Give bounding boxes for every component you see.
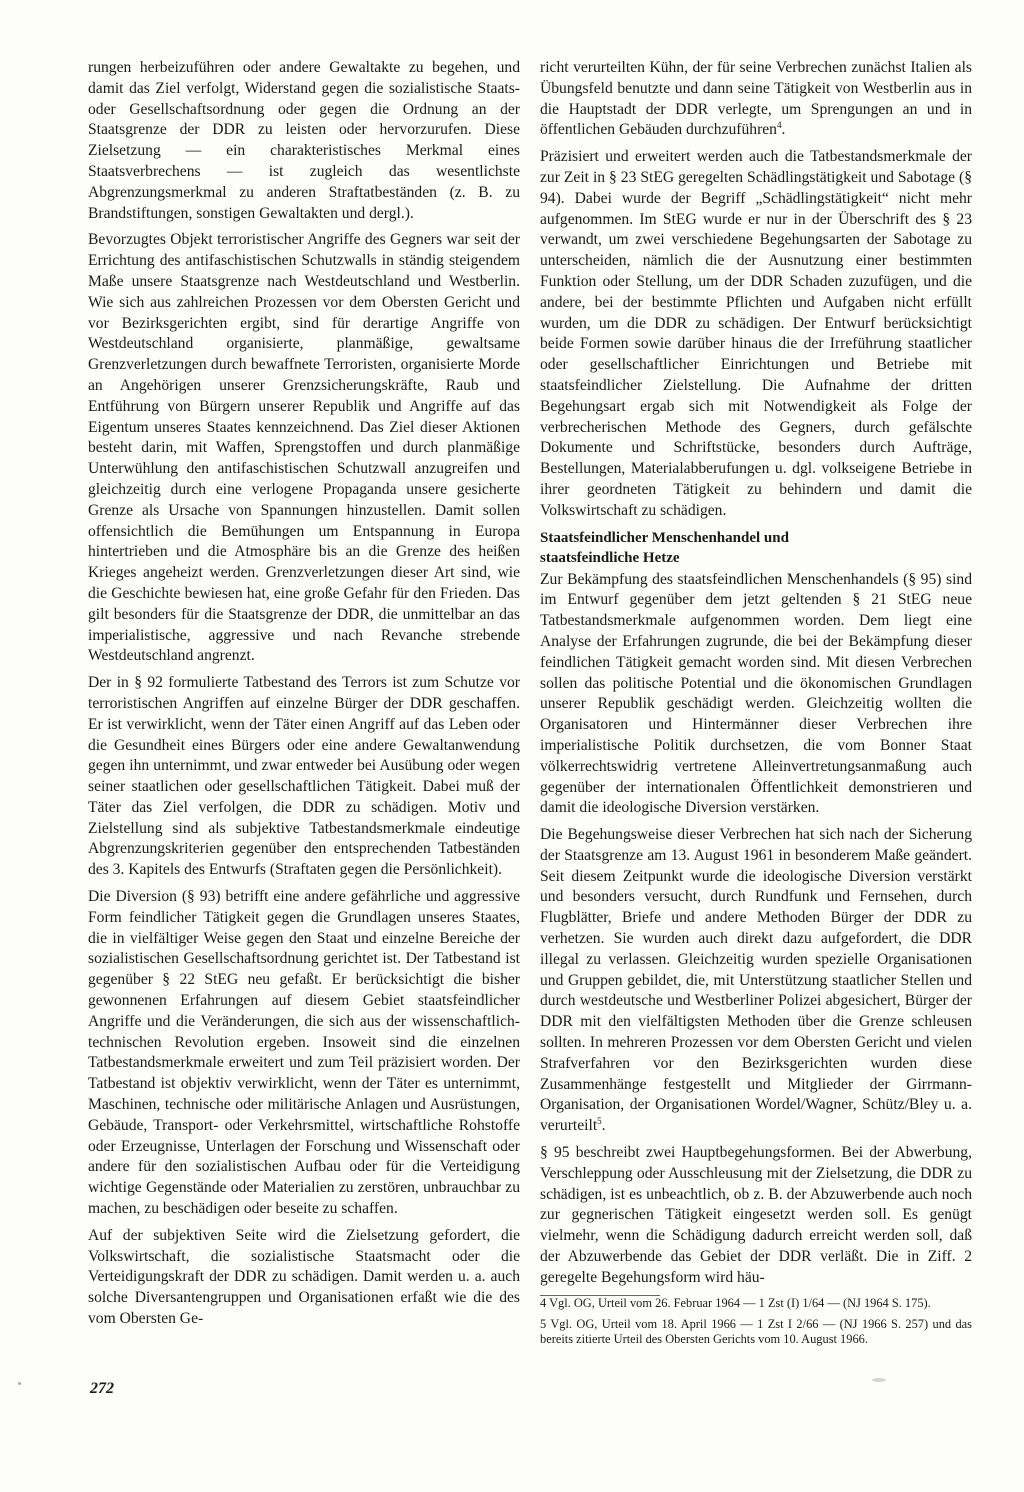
right-paragraph-1-end: . — [781, 121, 786, 139]
section-heading-line-2: staatsfeindliche Hetze — [540, 549, 680, 566]
left-column — [88, 58, 520, 1336]
left-paragraph-5: Auf der subjektiven Seite wird die Zielsetzung gefordert, die Volkswirtschaft, die sozialistische Staatsmacht oder die Verteidigungskraft der DDR zu schädigen. Damit werden u. a. auch solche Diversantengruppen und Organisationen erfaßt wie die des vom Obersten Ge- — [88, 1226, 520, 1328]
right-paragraph-4-text: Die Begehungsweise dieser Verbrechen hat sich nach der Sicherung der Staatsgrenze am 13. August 1961 in besonderem Maße geändert. Seit diesem Zeitpunkt wurde die ideologische Diversion verstärkt und besonders versucht, durch Rundfunk und Fernsehen, durch Flugblätter, Briefe und andere Methoden Bürger der DDR zu verhetzen. Sie wurden auch direkt dazu aufgefordert, die DDR illegal zu verlassen. Gleichzeitig wurden spezielle Organisationen und Gruppen gebildet, die, mit Unterstützung staatlicher Stellen und durch westdeutsche und Westberliner Polizei abgesichert, Bürger der DDR mit den vielfältigsten Methoden über die Grenze schleusen sollten. In mehreren Prozessen vor dem Obersten Gericht und vielen Strafverfahren vor den Bezirksgerichten wurden diese Zusammenhänge festgestellt und Mitglieder der Girrmann-Organisation, der Organisationen Wordel/Wagner, Schütz/Bley u. a. verurteilt — [540, 826, 972, 1135]
left-paragraph-4: Die Diversion (§ 93) betrifft eine andere gefährliche und aggressive Form feindlicher Tätigkeit gegen die Grundlagen unseres Staates, die in vielfältiger Weise gegen den Staat und einzelne Bereiche der sozialistischen Gesellschaftsordnung gerichtet ist. Der Tatbestand ist gegenüber § 22 StEG neu gefaßt. Er berücksichtigt die bisher gewonnenen Erfahrungen auf diesem Gebiet staatsfeindlicher Angriffe und die Veränderungen, die sich aus der wissenschaftlich-technischen Revolution ergeben. Insoweit sind die einzelnen Tatbestandsmerkmale erweitert und zum Teil präzisiert worden. Der Tatbestand ist objektiv verwirklicht, wenn der Täter es unternimmt, Maschinen, technische oder militärische Anlagen und Ausrüstungen, Gebäude, Transport- oder Verkehrsmittel, wirtschaftliche Rohstoffe oder Erzeugnisse, Unterlagen der Forschung und Wissenschaft oder andere für den sozialistischen Aufbau oder für die Verteidigung wichtige Gegenstände oder Materialien zu zerstören, unbrauchbar zu machen, zu beschädigen oder beseite zu schaffen. — [88, 888, 520, 1218]
page-number: 272 — [90, 1380, 114, 1397]
right-paragraph-3: Zur Bekämpfung des staatsfeindlichen Menschenhandels (§ 95) sind im Entwurf gegenüber dem jetzt geltenden § 21 StEG neue Tatbestandsmerkmale aufgenommen worden. Dem liegt eine Analyse der Erfahrungen zugrunde, die bei der Bekämpfung dieser feindlichen Tätigkeit gemacht worden sind. Mit diesen Verbrechen sollen das politische Potential und die ökonomischen Grundlagen unserer Republik geschädigt werden. Gleichzeitig wollten die Organisatoren und Hintermänner dieser Verbrechen ihre imperialistische Politik durchsetzen, die vom Bonner Staat völkerrechtswidrig vertretene Alleinvertretungsanmaßung auch gegenüber der internationalen Öffentlichkeit demonstrieren und damit die ideologische Diversion verstärken. — [540, 570, 972, 817]
right-paragraph-2: Präzisiert und erweitert werden auch die Tatbestandsmerkmale der zur Zeit in § 23 StEG geregelten Schädlingstätigkeit und Sabotage (§ 94). Dabei wurde der Begriff „Schädlingstätigkeit“ nicht mehr aufgenommen. Im StEG wurde er nur in der Überschrift des § 23 verwandt, um zwei verschiedene Begehungsarten der Sabotage zu unterscheiden, nämlich die der Ausnutzung einer bestimmten Funktion oder Stellung, um der DDR Schaden zuzufügen, und die andere, bei der bestimmte Pflichten und Aufgaben nicht erfüllt wurden, um die DDR zu schädigen. Der Entwurf berücksichtigt beide Formen sowie darüber hinaus die der Irreführung staatlicher oder gesellschaftlicher Einrichtungen und Betriebe mit staatsfeindlicher Zielstellung. Die Aufnahme der dritten Begehungsart ergab sich mit Notwendigkeit als Folge der verbrecherischen Methode des Gegners, durch gefälschte Dokumente und Schriftstücke, besonders durch Aufträge, Bestellungen, Materialabberufungen u. dgl. volkseigene Betriebe in ihrer geordneten Tätigkeit zu behindern und damit die Volkswirtschaft zu schädigen. — [540, 148, 972, 519]
footnote-ref-5: 5 — [597, 1116, 602, 1127]
right-paragraph-5: § 95 beschreibt zwei Hauptbegehungsformen. Bei der Abwerbung, Verschleppung oder Ausschleusung mit der Zielsetzung, die DDR zu schädigen, ist es unbeachtlich, ob z. B. der Abzuwerbende auch noch zur gegnerischen Tätigkeit eingesetzt werden soll. Es genügt vielmehr, wenn die Schädigung dadurch erreicht werden soll, daß der Abzuwerbende das Gebiet der DDR verläßt. Die in Ziff. 2 geregelte Begehungsform wird häu- — [540, 1144, 972, 1286]
section-heading-line-1: Staatsfeindlicher Menschenhandel und — [540, 529, 789, 546]
right-paragraph-4-end: . — [601, 1117, 606, 1135]
left-paragraph-2: Bevorzugtes Objekt terroristischer Angriffe des Gegners war seit der Errichtung des antifaschistischen Schutzwalls in ständig steigendem Maße unsere Staatsgrenze nach Westdeutschland und Westberlin. Wie sich aus zahlreichen Prozessen vor dem Obersten Gericht und vor Bezirksgerichten ergibt, sind für derartige Angriffe von Westdeutschland organisierte, planmäßige, gewaltsame Grenzverletzungen durch bewaffnete Terroristen, organisierte Morde an Angehörigen unserer Grenzsicherungskräfte, Raub und Entführung von Bürgern unserer Republik und Angriffe auf das Eigentum unseres Staates kennzeichnend. Das Ziel dieser Aktionen besteht darin, mit Waffen, Sprengstoffen und durch planmäßige Unterwühlung den antifaschistischen Schutzwall anzugreifen und gleichzeitig durch eine verlogene Propaganda unsere gesicherte Grenze als Ursache von Spannungen hinzustellen. Damit sollen offensichtlich die Bemühungen um Entspannung in Europa hintertrieben und die Atmosphäre bis an die Grenze des heißen Krieges angeheizt werden. Grenzverletzungen dieser Art sind, wie die Geschichte bewiesen hat, eine große Gefahr für den Frieden. Das gilt besonders für die Staatsgrenze der DDR, die unmittelbar an das imperialistische, aggressive und nach Revanche strebende Westdeutschland angrenzt. — [88, 231, 520, 665]
footnote-5: 5 Vgl. OG, Urteil vom 18. April 1966 — 1 Zst I 2/66 — (NJ 1966 S. 257) und das bereits zitierte Urteil des Obersten Gerichts vom 10. August 1966. — [540, 1317, 972, 1347]
right-paragraph-4 — [540, 825, 972, 1137]
right-column — [540, 58, 972, 1354]
scan-speck — [872, 1378, 886, 1382]
footnote-4: 4 Vgl. OG, Urteil vom 26. Februar 1964 — 1 Zst (I) 1/64 — (NJ 1964 S. 175). — [540, 1295, 931, 1310]
left-paragraph-1: rungen herbeizuführen oder andere Gewaltakte zu begehen, und damit das Ziel verfolgt, Widerstand gegen die sozialistische Staats- oder Gesellschaftsordnung oder gegen die Ordnung an der Staatsgrenze der DDR zu leisten oder hervorzurufen. Diese Zielsetzung — ein charakteristisches Merkmal eines Staatsverbrechens — ist zugleich das wesentlichste Abgrenzungsmerkmal zu anderen Straftatbeständen (z. B. zu Brandstiftungen, sonstigen Gewaltakten und dergl.). — [88, 59, 520, 222]
scan-speck — [18, 1382, 21, 1385]
right-paragraph-1-text: richt verurteilten Kühn, der für seine Verbrechen zunächst Italien als Übungsfeld benutzte und dann seine Tätigkeit von Westberlin aus in die Hauptstadt der DDR verlegte, um Sprengungen an und in öffentlichen Gebäuden durchzuführen — [540, 59, 972, 139]
section-heading — [540, 528, 972, 568]
right-paragraph-1 — [540, 58, 972, 141]
footnote-ref-4: 4 — [776, 120, 782, 131]
left-paragraph-3: Der in § 92 formulierte Tatbestand des Terrors ist zum Schutze vor terroristischen Angriffen auf einzelne Bürger der DDR geschaffen. Er ist verwirklicht, wenn der Täter einen Angriff auf das Leben oder die Gesundheit eines Bürgers oder eine andere Gewaltanwendung gegen ihn unternimmt, und zwar entweder bei Ausübung oder wegen seiner staatlichen oder gesellschaftlichen Tätigkeit. Dabei muß der Täter das Ziel verfolgen, die DDR zu schädigen. Motiv und Zielstellung sind als subjektive Tatbestandsmerkmale eindeutige Abgrenzungskriterien gegenüber den entsprechenden Tatbeständen des 3. Kapitels des Entwurfs (Straftaten gegen die Persönlichkeit). — [88, 674, 520, 879]
